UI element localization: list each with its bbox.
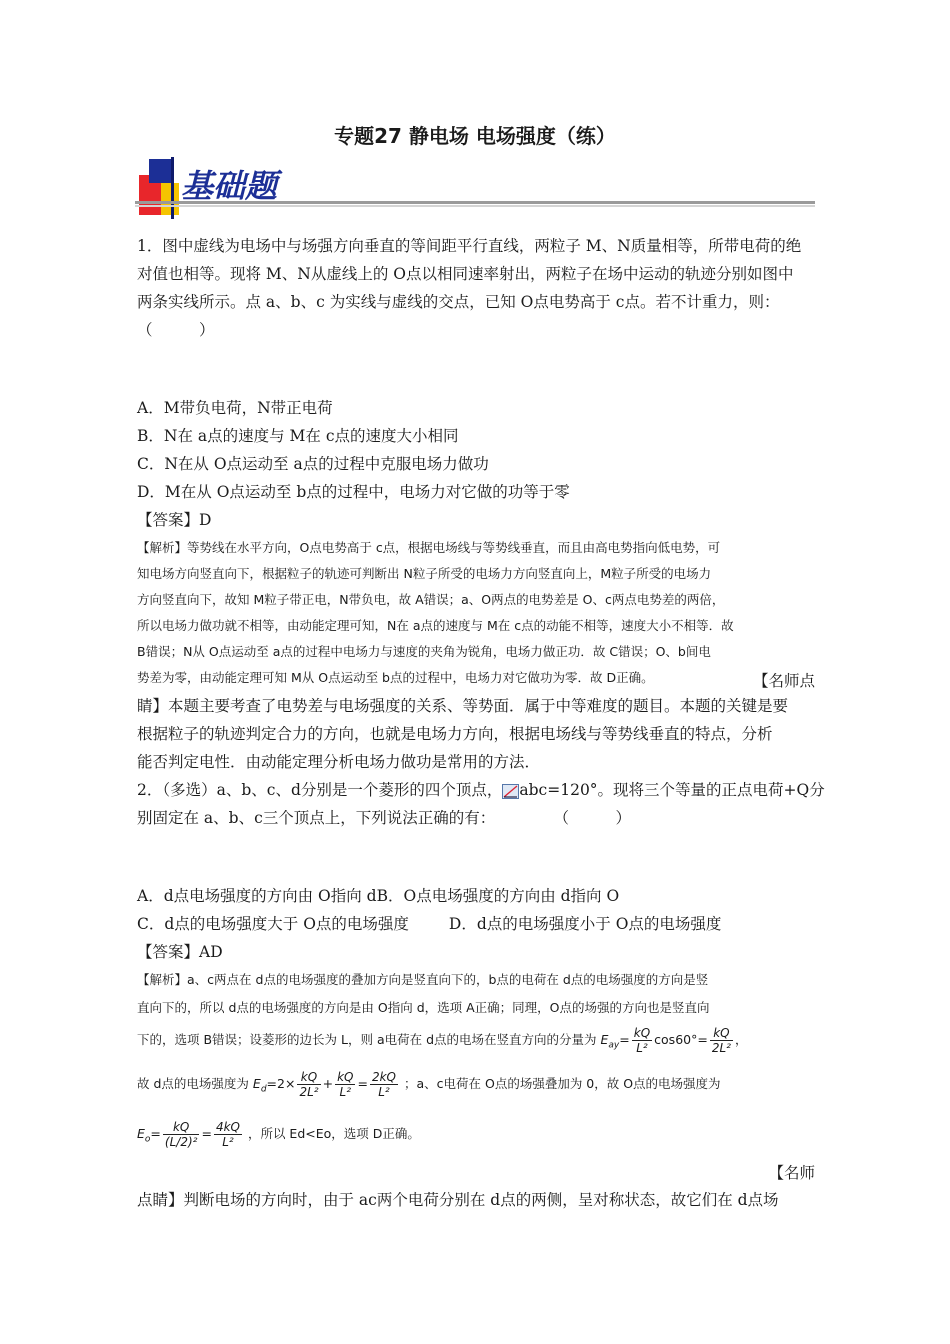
eq3: $E_o=$ $\frac{kQ}{\text{(L/2)²}}$ = $\frac{4kQ}{\text{L²}}$ xyxy=(137,1120,240,1149)
page-title: 专题27 静电场 电场强度（练） xyxy=(334,124,616,148)
eq3-frac1: $\frac{kQ}{\text{(L/2)²}}$ xyxy=(164,1120,198,1149)
q2-stem-line1 xyxy=(137,779,825,801)
eq1: $E_{ay}=$ $\frac{kQ}{\text{L²}}$ cos60°= $\frac{kQ}{\text{2L²}}$ ， xyxy=(600,1026,748,1055)
q2-analysis-eq1-line xyxy=(137,1024,747,1062)
q1-stem-line1: 1．图中虚线为电场中与场强方向垂直的等间距平行直线，两粒子 M、N质量相等，所带电荷的绝 xyxy=(137,237,802,255)
angle-icon xyxy=(502,784,519,799)
q2-analysis-line: ；a、c电荷在 O点的场强叠加为 0，故 O点的电场强度为 xyxy=(403,1076,721,1091)
q2-analysis-eq3-line xyxy=(137,1114,420,1160)
section-banner xyxy=(135,157,815,219)
q1-tip-head: 【名师点 xyxy=(752,672,815,690)
q2-analysis-line: 故 d点的电场强度为 xyxy=(137,1076,249,1091)
q1-tip-line: 睛】本题主要考查了电势差与电场强度的关系、等势面．属于中等难度的题目。本题的关键是要 xyxy=(137,697,789,715)
eq2: $E_d=2\times$ $\frac{kQ}{\text{2L²}}$ + $\frac{kQ}{\text{L²}}$ = $\frac{2kQ}{\text{L²}}$ xyxy=(252,1070,396,1099)
eq3-frac2: $\frac{4kQ}{\text{L²}}$ xyxy=(215,1120,240,1149)
q2-analysis-line: 下的，选项 B错误；设菱形的边长为 L，则 a电荷在 d点的电场在竖直方向的分量为 xyxy=(137,1032,597,1047)
q1-analysis-line: 知电场方向竖直向下，根据粒子的轨迹可判断出 N粒子所受的电场力方向竖直向上，M粒子所受的电场力 xyxy=(137,566,712,581)
q1-stem-line3: 两条实线所示。点 a、b、c 为实线与虚线的交点，已知 O点电势高于 c点。若不计重力，则： xyxy=(137,293,780,311)
eq2-frac2: $\frac{kQ}{\text{L²}}$ xyxy=(337,1070,354,1099)
eq1-frac1: $\frac{kQ}{\text{L²}}$ xyxy=(633,1026,651,1055)
q1-analysis-line: 所以电场力做功就不相等，由动能定理可知，N在 a点的速度与 M在 c点的动能不相等，速度大小不相等．故 xyxy=(137,618,734,633)
q1-option-b: B．N在 a点的速度与 M在 c点的速度大小相同 xyxy=(137,427,459,445)
q2-stem-line2 xyxy=(137,807,631,829)
q2-stem-part1: 2．（多选）a、b、c、d分别是一个菱形的四个顶点， xyxy=(137,781,503,799)
q2-option-ab: A．d点电场强度的方向由 O指向 dB．O点电场强度的方向由 d指向 O xyxy=(137,887,620,905)
q2-analysis-line: 【解析】a、c两点在 d点的电场强度的叠加方向是竖直向下的，b点的电荷在 d点的电场强度的方向是竖 xyxy=(137,972,709,987)
q1-analysis-line: 势差为零，由动能定理可知 M从 O点运动至 b点的过程中，电场力对它做功为零．故 D正确。 xyxy=(137,670,654,685)
q2-answer: 【答案】AD xyxy=(137,943,223,961)
q2-option-d: D．d点的电场强度小于 O点的电场强度 xyxy=(448,915,722,933)
eq1-frac2: $\frac{kQ}{\text{2L²}}$ xyxy=(711,1026,731,1055)
q1-analysis-line: B错误；N从 O点运动至 a点的过程中电场力与速度的夹角为锐角，电场力做正功．故 C错误；O、b间电 xyxy=(137,644,711,659)
q1-analysis-line: 方向竖直向下，故知 M粒子带正电，N带负电，故 A错误；a、O两点的电势差是 O、c两点电势差的两倍， xyxy=(137,592,725,607)
q2-tip-line: 点睛】判断电场的方向时，由于 ac两个电荷分别在 d点的两侧，呈对称状态，故它们在 d点场 xyxy=(137,1191,779,1209)
q1-tip-line: 根据粒子的轨迹判定合力的方向，也就是电场力方向，根据电场线与等势线垂直的特点，分析 xyxy=(137,725,773,743)
banner-yellow-block xyxy=(161,183,179,215)
eq2-frac1: $\frac{kQ}{\text{2L²}}$ xyxy=(299,1070,319,1099)
q2-option-cd xyxy=(137,913,721,935)
banner-blue-block xyxy=(149,159,171,183)
q2-tip-head: 【名师 xyxy=(768,1164,815,1182)
q1-option-c: C．N在从 O点运动至 a点的过程中克服电场力做功 xyxy=(137,455,489,473)
q2-analysis-line: ，所以 Ed<Eo，选项 D正确。 xyxy=(247,1126,420,1141)
banner-label: 基础题 xyxy=(181,167,278,205)
q2-analysis-line: 直向下的，所以 d点的电场强度的方向是由 O指向 d，选项 A正确；同理，O点的场强的方向也是竖直向 xyxy=(137,1000,710,1015)
q1-tip-line: 能否判定电性．由动能定理分析电场力做功是常用的方法． xyxy=(137,753,541,771)
q1-option-d: D．M在从 O点运动至 b点的过程中，电场力对它做的功等于零 xyxy=(137,483,570,501)
q1-answer: 【答案】D xyxy=(137,511,212,529)
q2-stem-line2-text: 别固定在 a、b、c三个顶点上，下列说法正确的有： xyxy=(137,809,496,827)
eq2-frac3: $\frac{2kQ}{\text{L²}}$ xyxy=(371,1070,396,1099)
q1-analysis-line: 【解析】等势线在水平方向，O点电势高于 c点，根据电场线与等势线垂直，而且由高电势指向低电势，可 xyxy=(137,540,721,555)
q2-bracket: （ ） xyxy=(561,809,632,827)
q1-stem-line2: 对值也相等。现将 M、N从虚线上的 O点以相同速率射出，两粒子在场中运动的轨迹分别如图中 xyxy=(137,265,794,283)
q2-stem-part2: abc=120°。现将三个等量的正点电荷+Q分 xyxy=(519,781,825,799)
q1-bracket: （ ） xyxy=(137,321,215,339)
q2-option-c: C．d点的电场强度大于 O点的电场强度 xyxy=(137,915,409,933)
q1-option-a: A．M带负电荷，N带正电荷 xyxy=(137,399,333,417)
q2-analysis-eq2-line xyxy=(137,1068,721,1106)
